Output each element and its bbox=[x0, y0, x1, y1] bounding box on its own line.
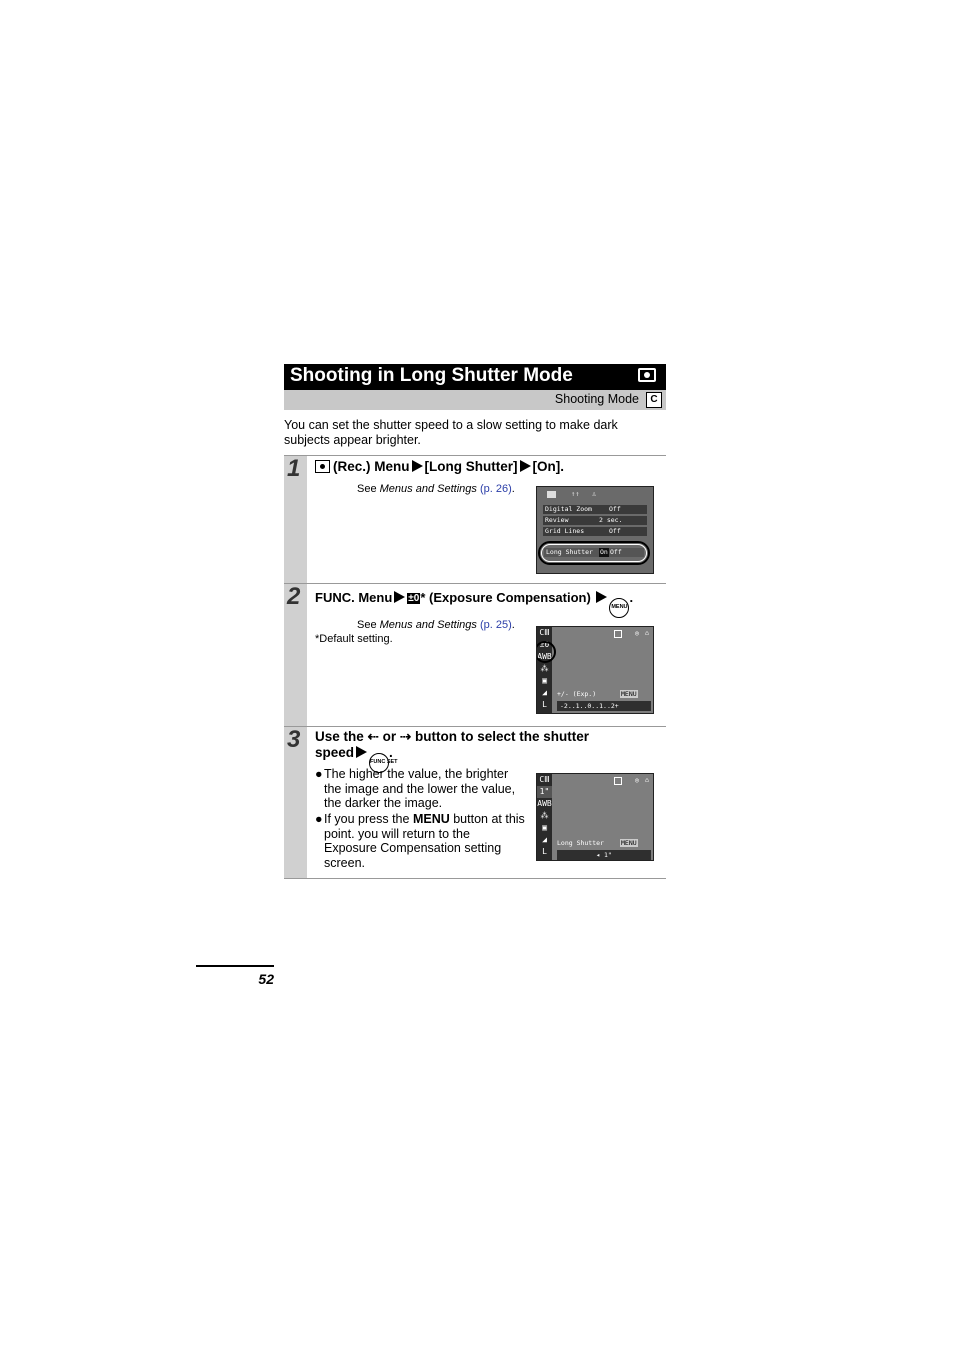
exp-label: +/- (Exp.) bbox=[557, 690, 597, 698]
arrow-icon bbox=[412, 460, 423, 472]
shooting-mode-bar bbox=[284, 390, 666, 410]
func-menu-sidebar: CⅢ 1" AWB ⁂ ▣ ◢ L bbox=[537, 774, 552, 860]
menu-row-long-shutter: Long Shutter On Off bbox=[544, 548, 644, 557]
step-number: 2 bbox=[287, 583, 301, 610]
step-heading-line2: speedFUNC SET. bbox=[315, 745, 393, 773]
camera-icon bbox=[638, 368, 656, 382]
exposure-scale: -2..1..0..1..2+ bbox=[557, 701, 651, 711]
camera-tab-icon bbox=[547, 491, 556, 498]
step-number: 3 bbox=[287, 726, 301, 753]
menu-row: Grid Lines Off bbox=[543, 527, 647, 536]
arrow-icon bbox=[596, 591, 607, 603]
long-shutter-mode-icon: C bbox=[646, 392, 662, 408]
arrow-icon bbox=[520, 460, 531, 472]
bullet-item: ● If you press the MENU button at this point. you will return to the Exposure Compensation setting screen. bbox=[315, 812, 525, 870]
menu-badge: MENU bbox=[621, 690, 637, 698]
page-link[interactable]: (p. 25) bbox=[479, 619, 512, 631]
bullet-item: ● The higher the value, the brighter the image and the lower the value, the darker the image. bbox=[315, 767, 516, 811]
page-number: 52 bbox=[258, 971, 274, 987]
step-heading: (Rec.) Menu [Long Shutter] [On]. bbox=[315, 459, 564, 474]
long-shutter-label: Long Shutter bbox=[557, 839, 604, 847]
exposure-compensation-icon: ±0 bbox=[408, 593, 420, 604]
default-note: *Default setting. bbox=[315, 633, 393, 645]
stabilizer-icon: ◎ bbox=[635, 776, 639, 784]
see-reference: See Menus and Settings (p. 26). bbox=[357, 483, 515, 495]
camera-screen-long-shutter bbox=[536, 773, 654, 861]
frame-icon bbox=[614, 630, 622, 638]
step-heading: Use the ⇠ or ⇢ button to select the shutter bbox=[315, 729, 589, 744]
section-title-bar bbox=[284, 364, 666, 390]
step-3 bbox=[284, 726, 666, 879]
stabilizer-icon: ◎ bbox=[635, 629, 639, 637]
lock-icon: ⌂ bbox=[645, 776, 649, 784]
bullet-icon: ● bbox=[315, 812, 323, 826]
settings-tab-icon: ↑↑ bbox=[571, 490, 580, 498]
rec-menu-icon bbox=[315, 460, 330, 473]
func-menu-sidebar: CⅢ ±0 AWB ⁂ ▣ ◢ L bbox=[537, 627, 552, 713]
func-set-button-icon: FUNC SET bbox=[369, 753, 389, 773]
right-arrow-icon: ⇢ bbox=[399, 729, 412, 744]
left-arrow-icon: ⇠ bbox=[367, 729, 379, 744]
menu-badge: MENU bbox=[621, 839, 637, 847]
selection-circle bbox=[536, 641, 556, 663]
camera-screen-menu bbox=[536, 486, 654, 574]
camera-screen-exposure bbox=[536, 626, 654, 714]
footer-rule bbox=[196, 965, 274, 967]
lock-icon: ⌂ bbox=[645, 629, 649, 637]
page-title: Shooting in Long Shutter Mode bbox=[290, 365, 573, 386]
shutter-value-bar: ◂ 1" bbox=[557, 850, 651, 860]
arrow-icon bbox=[394, 591, 405, 603]
my-camera-tab-icon: ♙ bbox=[592, 490, 597, 498]
shooting-mode-label: Shooting Mode bbox=[554, 392, 639, 406]
step-2 bbox=[284, 583, 666, 727]
see-reference: See Menus and Settings (p. 25). bbox=[357, 619, 515, 631]
menu-row: Digital Zoom Off bbox=[543, 505, 647, 514]
step-heading: FUNC. Menu ±0* (Exposure Compensation) MENU. bbox=[315, 590, 633, 618]
menu-button-icon: MENU bbox=[609, 598, 629, 618]
frame-icon bbox=[614, 777, 622, 785]
intro-text: You can set the shutter speed to a slow setting to make dark subjects appear brighter. bbox=[284, 418, 618, 447]
page-link[interactable]: (p. 26) bbox=[479, 483, 512, 495]
bullet-icon: ● bbox=[315, 767, 323, 781]
menu-row: Review 2 sec. bbox=[543, 516, 647, 525]
step-1 bbox=[284, 455, 666, 584]
step-number: 1 bbox=[287, 455, 301, 482]
arrow-icon bbox=[356, 746, 367, 758]
